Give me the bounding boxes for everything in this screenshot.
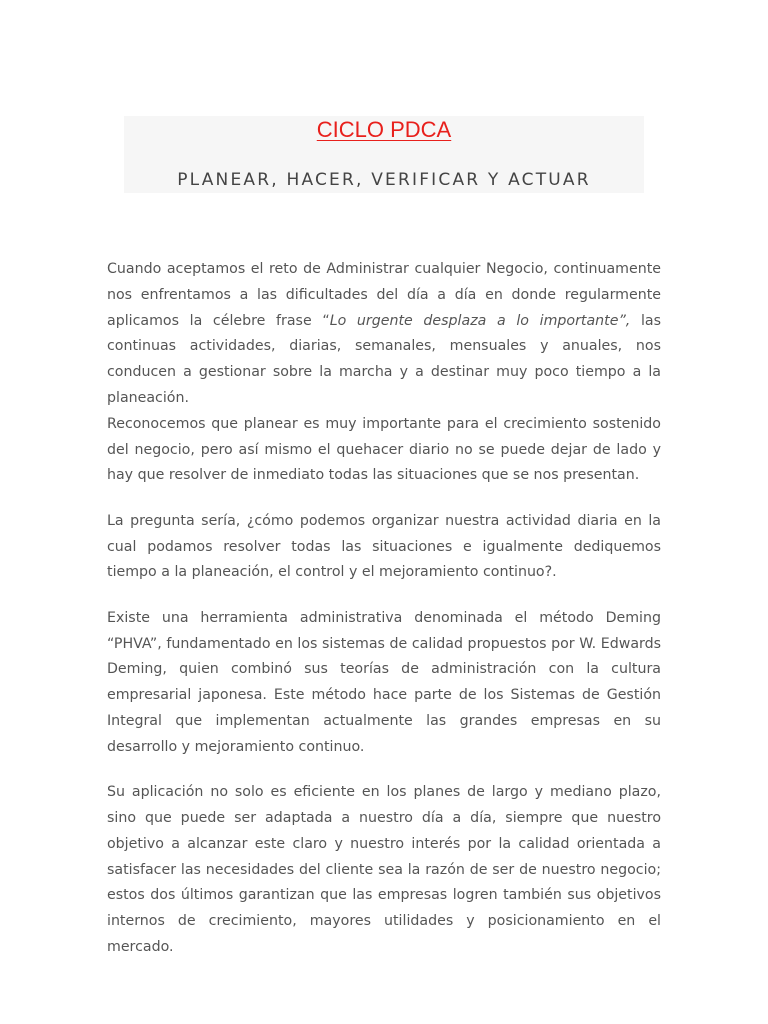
paragraph-3: La pregunta sería, ¿cómo podemos organizar nuestra actividad diaria en la cual podamos resolver todas las situaciones e igualmente dediquemos tiempo a la planeación, el control y el mejoramiento continuo?. [107, 512, 661, 581]
document-title: CICLO PDCA [316, 117, 452, 142]
quoted-phrase: Lo urgente desplaza a lo importante”, [329, 312, 631, 329]
paragraph-1-text-before: Cuando aceptamos el reto de Administrar cualquier Negocio, continuamente nos enfrentamos a las dificultades del día a día en donde regularmente aplicamos la célebre frase “ [107, 261, 661, 329]
paragraph-2: Reconocemos que planear es muy importante para el crecimiento sostenido del negocio, pero así mismo el quehacer diario no se puede dejar de lado y hay que resolver de inmediato todas las situaciones que se nos presentan. [107, 415, 661, 484]
paragraph-1 [107, 257, 661, 412]
paragraph-4: Existe una herramienta administrativa denominada el método Deming “PHVA”, fundamentado en los sistemas de calidad propuestos por W. Edwards Deming, quien combinó sus teorías de administración con la cultura empresarial japonesa. Este método hace parte de los Sistemas de Gestión Integral que implementan actualmente las grandes empresas en su desarrollo y mejoramiento continuo. [107, 609, 661, 755]
document-subtitle: PLANEAR, HACER, VERIFICAR Y ACTUAR [177, 170, 591, 190]
paragraph-1-text-after: las continuas actividades, diarias, semanales, mensuales y anuales, nos conducen a gestionar sobre la marcha y a destinar muy poco tiempo a la planeación. [107, 312, 661, 406]
paragraph-5: Su aplicación no solo es eficiente en los planes de largo y mediano plazo, sino que puede ser adaptada a nuestro día a día, siempre que nuestro objetivo a alcanzar este claro y nuestro interés por la calidad orientada a satisfacer las necesidades del cliente sea la razón de ser de nuestro negocio; estos dos últimos garantizan que las empresas logren también sus objetivos internos de crecimiento, mayores utilidades y posicionamiento en el mercado. [107, 784, 661, 955]
document-body [107, 257, 661, 961]
header-box [124, 116, 644, 193]
